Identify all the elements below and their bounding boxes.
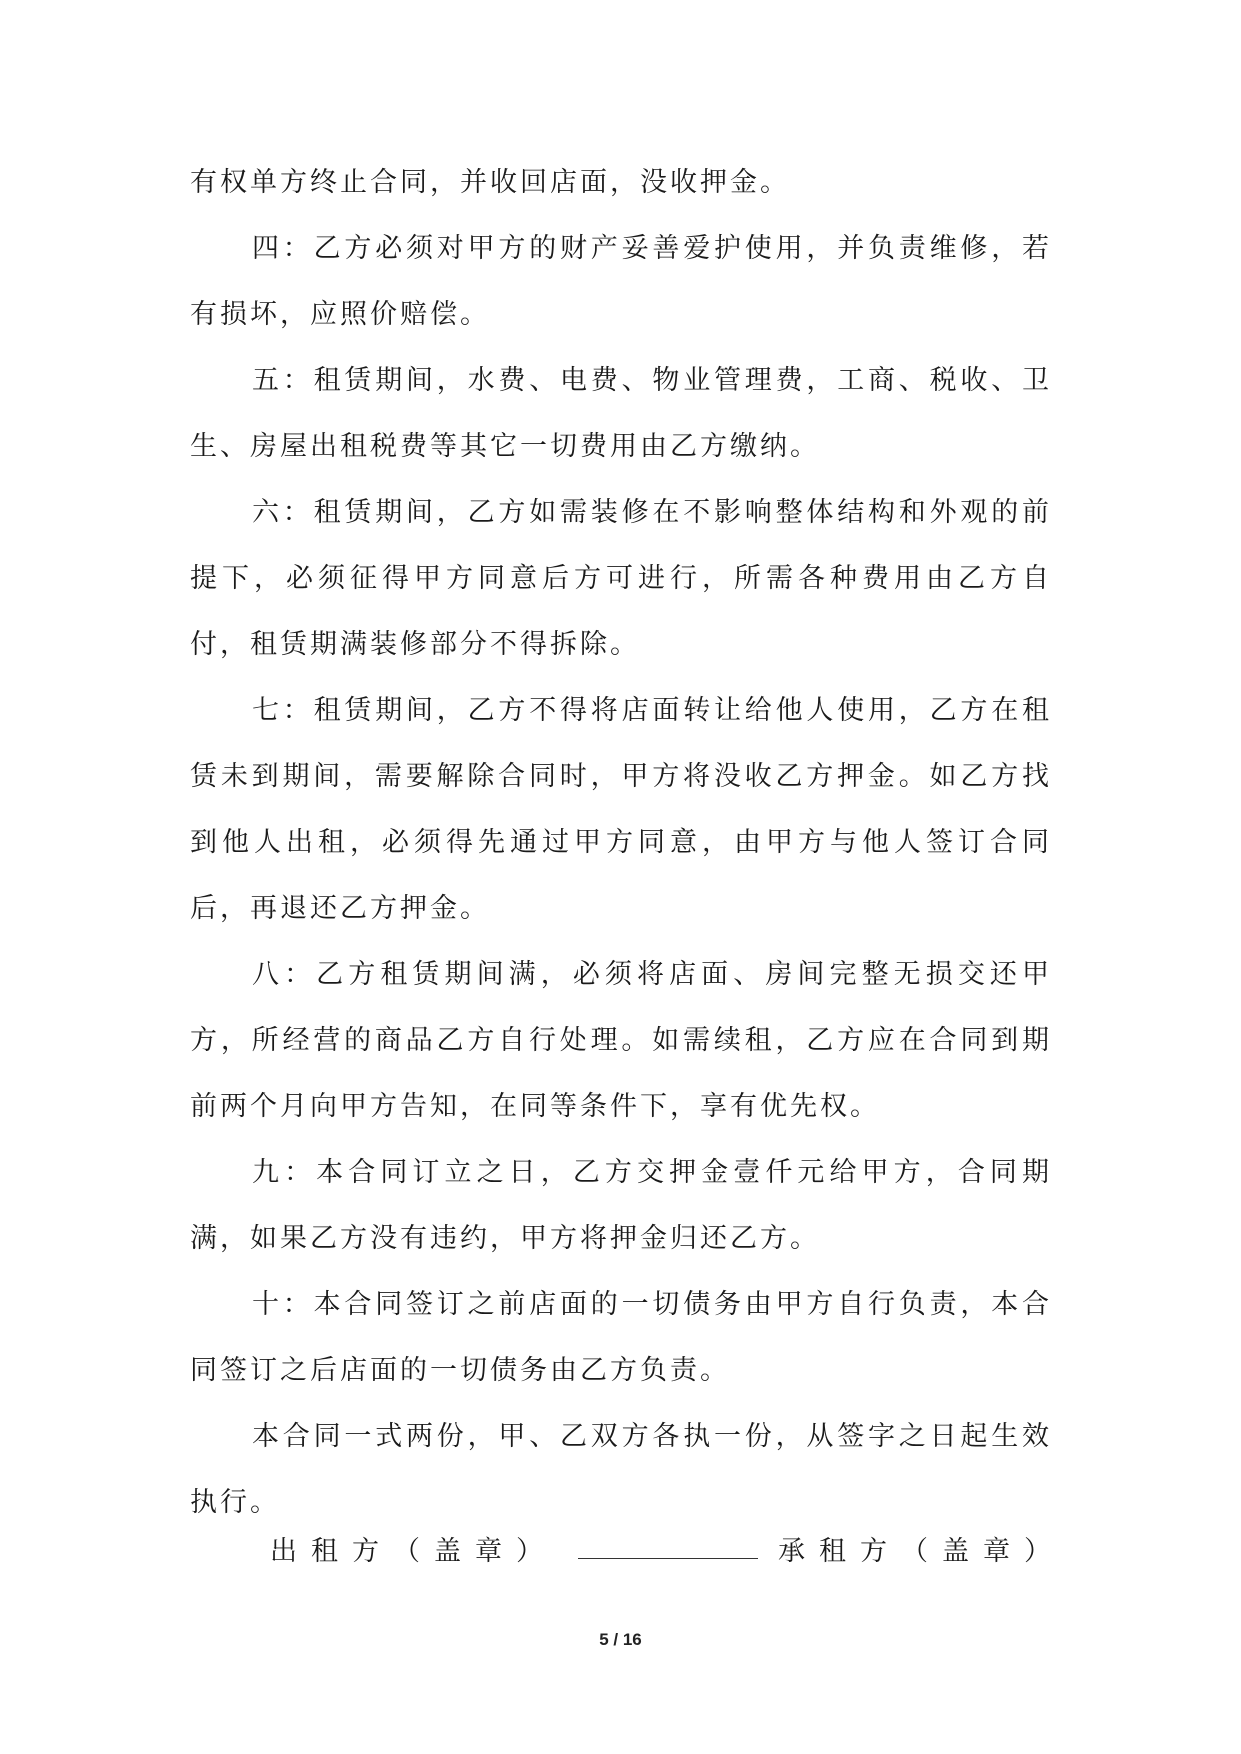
clause-5: 五：租赁期间，水费、电费、物业管理费，工商、税收、卫生、房屋出租税费等其它一切费用由乙方缴纳。 bbox=[190, 365, 1052, 462]
page-number: 5 / 16 bbox=[599, 1630, 642, 1649]
clause-6: 六：租赁期间，乙方如需装修在不影响整体结构和外观的前提下，必须征得甲方同意后方可进行，所需各种费用由乙方自付，租赁期满装修部分不得拆除。 bbox=[190, 497, 1052, 660]
lessee-seal-label: 承租方（盖章） bbox=[778, 1536, 1065, 1567]
signature-blank bbox=[578, 1558, 758, 1559]
clause-9: 九：本合同订立之日，乙方交押金壹仟元给甲方，合同期满，如果乙方没有违约，甲方将押金归还乙方。 bbox=[190, 1157, 1052, 1254]
contract-body bbox=[190, 150, 1052, 1536]
signature-line bbox=[190, 1522, 1065, 1582]
clause-8: 八：乙方租赁期间满，必须将店面、房间完整无损交还甲方，所经营的商品乙方自行处理。如需续租，乙方应在合同到期前两个月向甲方告知，在同等条件下，享有优先权。 bbox=[190, 959, 1052, 1122]
paragraph-continuation: 有权单方终止合同，并收回店面，没收押金。 bbox=[190, 167, 790, 198]
clause-4: 四：乙方必须对甲方的财产妥善爱护使用，并负责维修，若有损坏，应照价赔偿。 bbox=[190, 233, 1052, 330]
lessor-seal-label: 出租方（盖章） bbox=[270, 1536, 557, 1567]
closing-clause: 本合同一式两份，甲、乙双方各执一份，从签字之日起生效执行。 bbox=[190, 1421, 1052, 1518]
clause-7: 七：租赁期间，乙方不得将店面转让给他人使用，乙方在租赁未到期间，需要解除合同时，甲方将没收乙方押金。如乙方找到他人出租，必须得先通过甲方同意，由甲方与他人签订合同后，再退还乙方押金。 bbox=[190, 695, 1052, 924]
clause-10: 十：本合同签订之前店面的一切债务由甲方自行负责，本合同签订之后店面的一切债务由乙方负责。 bbox=[190, 1289, 1052, 1386]
